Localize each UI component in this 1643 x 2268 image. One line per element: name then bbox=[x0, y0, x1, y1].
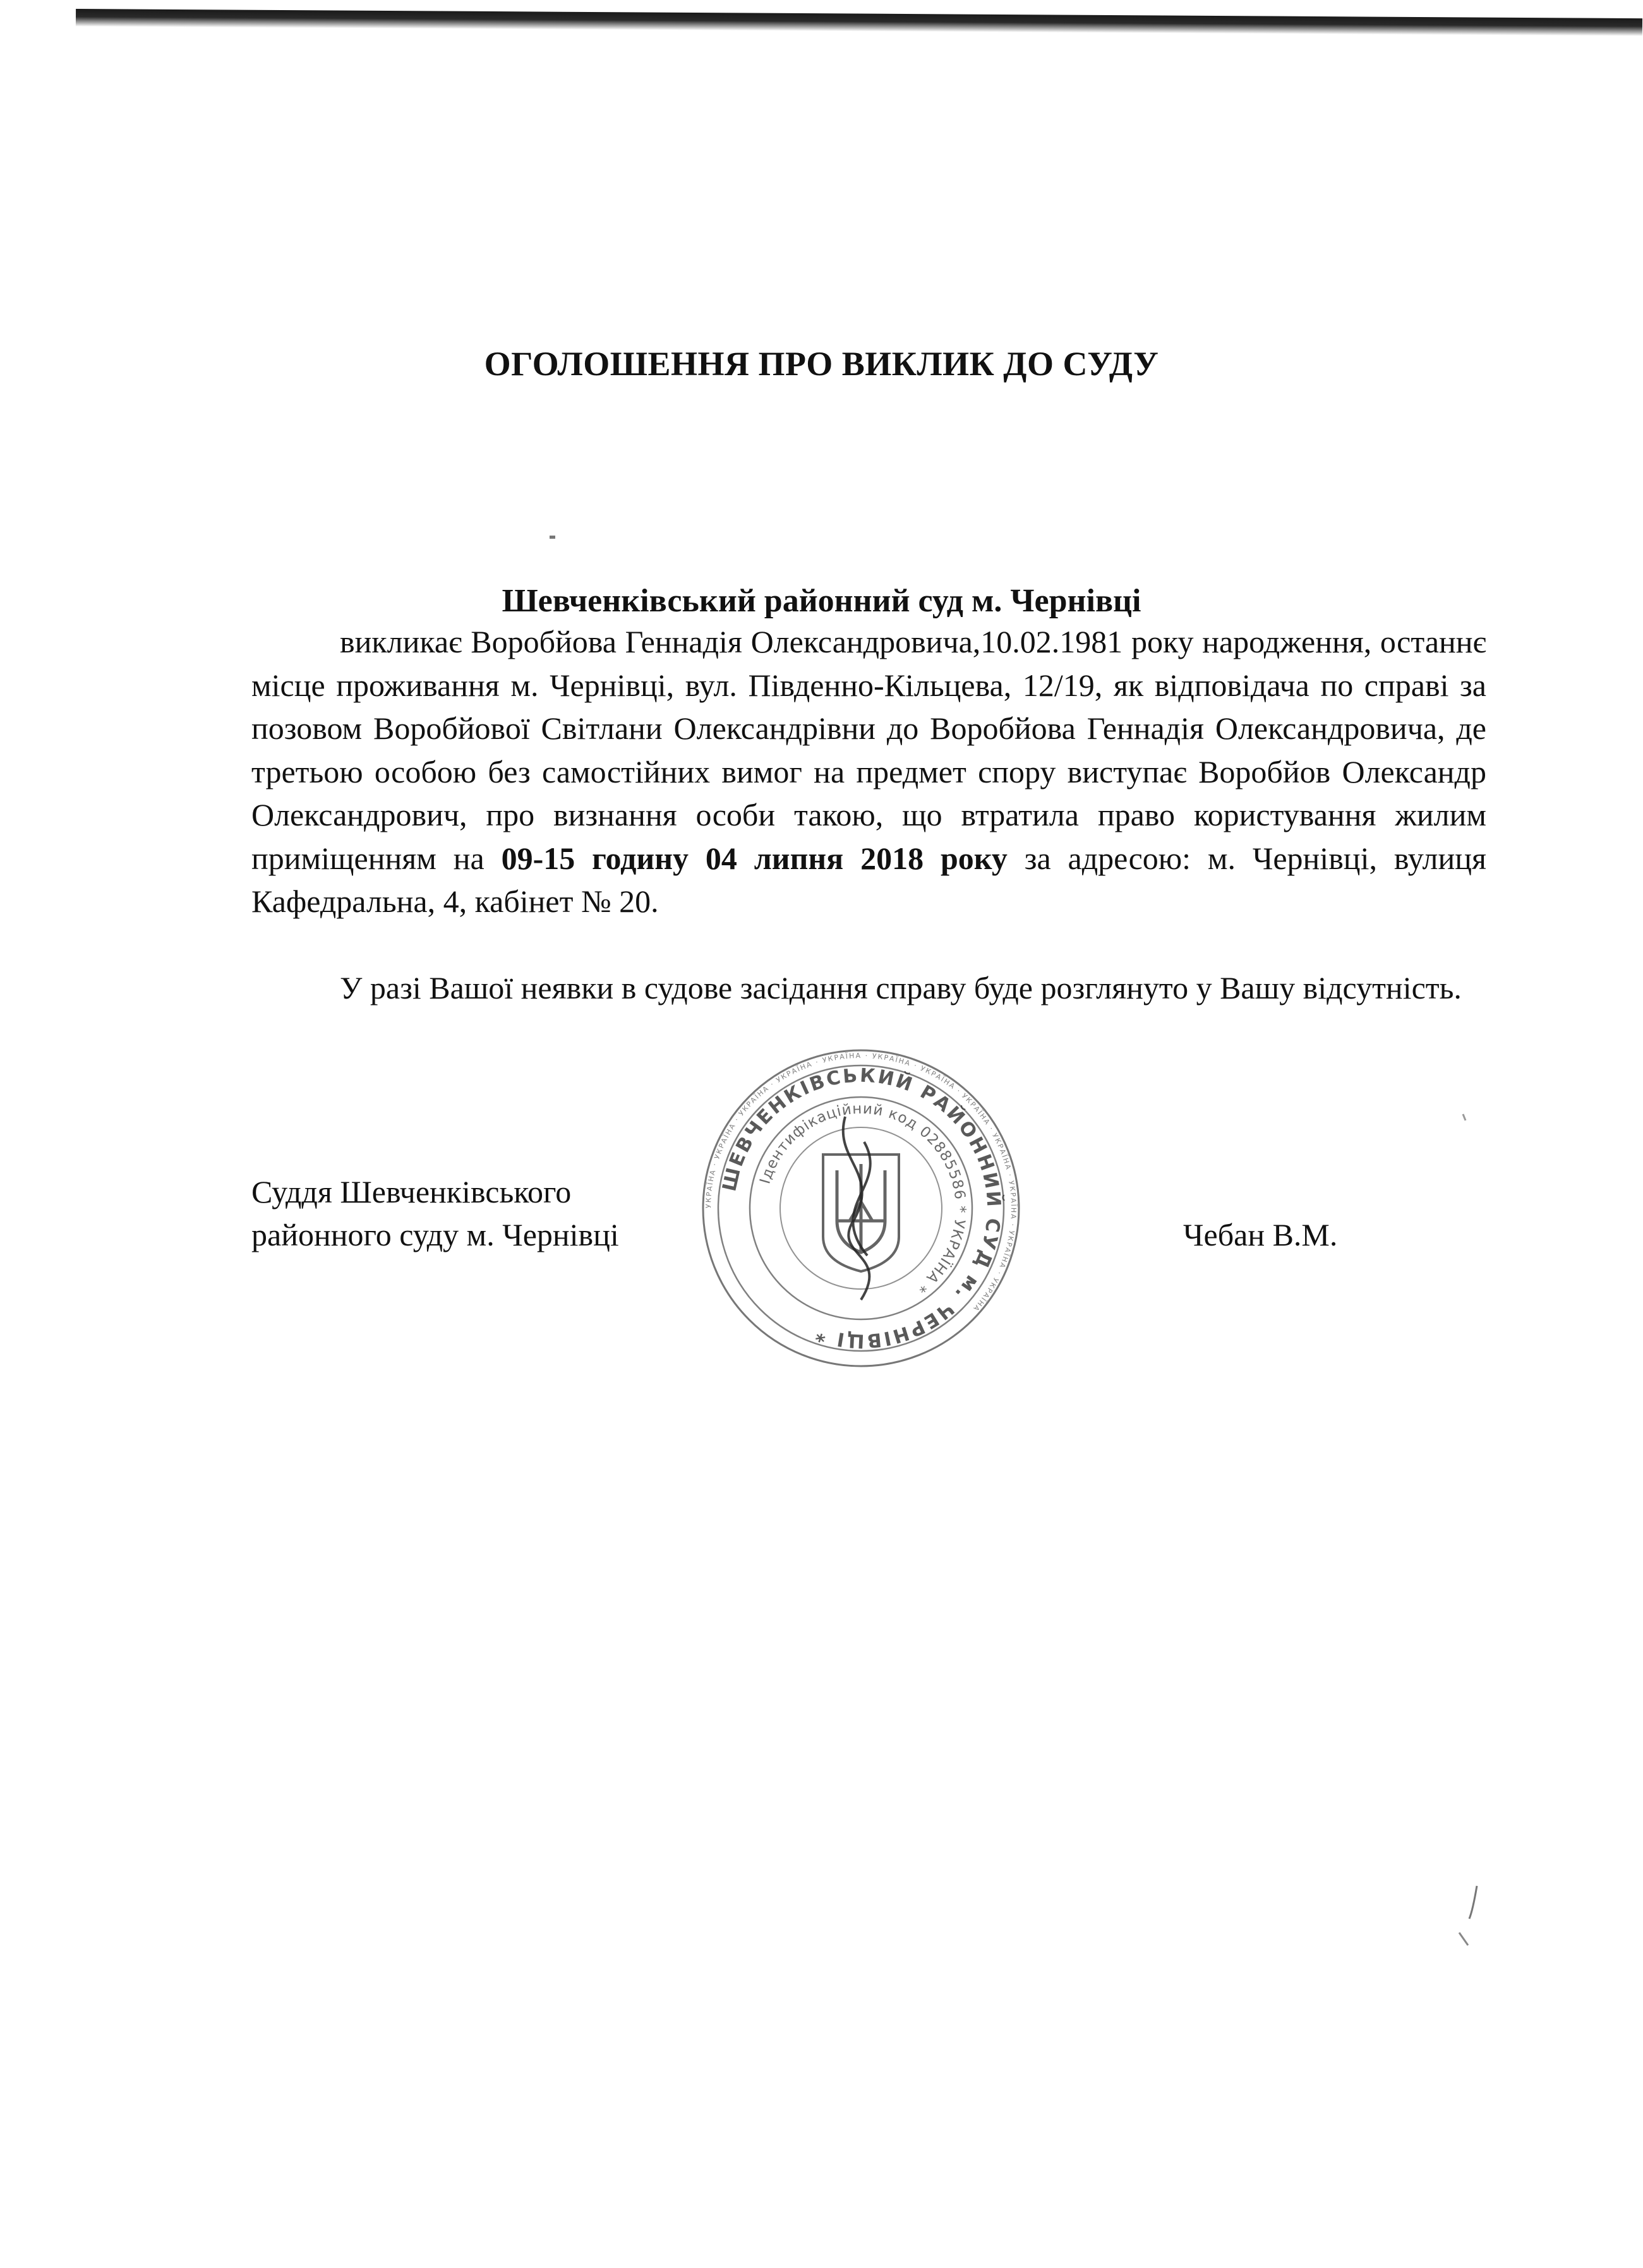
seal-ring-text: УКРАЇНА · УКРАЇНА · УКРАЇНА · УКРАЇНА · УКРАЇНА · УКРАЇНА · УКРАЇНА · УКРАЇНА · УКРАЇНА · УКРАЇНА · УКРАЇНА · УКРАЇНА bbox=[704, 1051, 1018, 1314]
notice-body bbox=[251, 620, 1486, 1009]
seal-outer-text: ШЕВЧЕНКІВСЬКИЙ РАЙОННИЙ СУД м. ЧЕРНІВЦІ * bbox=[718, 1064, 1005, 1352]
notice-title: ОГОЛОШЕННЯ ПРО ВИКЛИК ДО СУДУ bbox=[484, 345, 1159, 383]
margin-tick-mark bbox=[1459, 1112, 1472, 1124]
hearing-datetime: 09-15 годину 04 липня 2018 року bbox=[501, 840, 1008, 876]
trident-emblem-icon bbox=[823, 1155, 899, 1271]
court-seal-stamp bbox=[700, 1047, 1022, 1369]
judge-title-block bbox=[251, 1170, 619, 1256]
seal-inner-text: Ідентифікаційний код 02885586 * УКРАЇНА * bbox=[757, 1100, 969, 1297]
margin-stray-marks bbox=[1453, 1882, 1491, 1958]
scan-edge-shadow bbox=[76, 9, 1642, 36]
judge-title-line2: районного суду м. Чернівці bbox=[251, 1217, 619, 1252]
scan-speck bbox=[550, 536, 555, 539]
summons-paragraph bbox=[251, 620, 1486, 923]
judge-name: Чебан В.М. bbox=[1183, 1217, 1338, 1252]
court-name: Шевченківський районний суд м. Чернівці bbox=[502, 583, 1141, 619]
absence-warning-paragraph: У разі Вашої неявки в судове засідання справу буде розглянуто у Вашу відсутність. bbox=[340, 969, 1462, 1005]
summons-text-part2: за адресою: м. Чернівці, вулиця Кафедральна, 4, кабінет № 20. bbox=[251, 840, 1486, 919]
summons-text-part1: викликає Воробйова Геннадія Олександровича,10.02.1981 року народження, останнє місце проживання м. Чернівці, вул. Південно-Кільцева, 12/19, як відповідача по справі за позовом Воробйової Світлани Олександрівни до Воробйова Геннадія Олександровича, де третьою особою без самостійних вимог на предмет спору виступає Воробйов Олександр Олександрович, про визнання особи такою, що втратила право користування жилим приміщенням на bbox=[251, 624, 1486, 876]
judge-title-line1: Суддя Шевченківського bbox=[251, 1174, 572, 1209]
